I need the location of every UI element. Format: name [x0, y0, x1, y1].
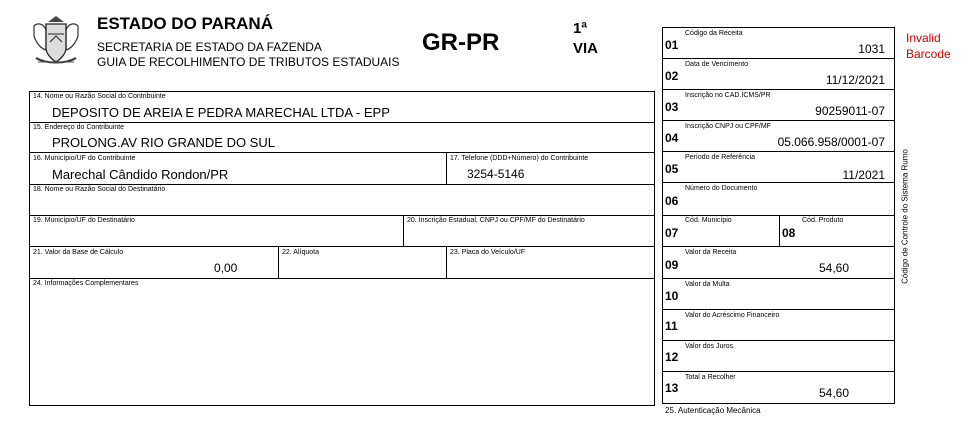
field-02-number: 02 [665, 69, 679, 83]
invalid-barcode-text-1: Invalid [906, 31, 941, 45]
field-17-value: 3254-5146 [467, 167, 525, 181]
field-08-number: 08 [782, 226, 796, 240]
control-code-label: Código de Controle do Sistema Rumo [900, 149, 910, 284]
field-01-number: 01 [665, 38, 679, 52]
field-02-value: 11/12/2021 [825, 73, 885, 87]
invalid-barcode-text-2: Barcode [906, 47, 951, 61]
form-code: GR-PR [422, 29, 500, 56]
field-04-value: 05.066.958/0001-07 [777, 135, 885, 149]
field-05-label: Período de Referência [685, 154, 756, 161]
field-13-number: 13 [665, 381, 679, 395]
field-23-label: 23. Placa do Veículo/UF [450, 249, 526, 256]
field-15-value: PROLONG.AV RIO GRANDE DO SUL [52, 135, 275, 150]
field-22-label: 22. Alíquota [282, 249, 319, 256]
field-09-value: 54,60 [818, 261, 849, 275]
guide-text: GUIA DE RECOLHIMENTO DE TRIBUTOS ESTADUAIS [97, 55, 400, 69]
field-13-value: 54,60 [818, 386, 849, 400]
field-18-label: 18. Nome ou Razão Social do Destinatário [33, 186, 166, 193]
coat-of-arms-icon [28, 12, 84, 70]
field-06-number: 06 [665, 194, 679, 208]
field-04-label: Inscrição CNPJ ou CPF/MF [685, 123, 771, 130]
secretaria-text: SECRETARIA DE ESTADO DA FAZENDA [97, 40, 322, 54]
field-03-label: Inscrição no CAD.ICMS/PR [685, 92, 771, 99]
field-09-label: Valor da Receita [685, 249, 737, 256]
field-21-value: 0,00 [214, 261, 238, 275]
field-10-label: Valor da Multa [685, 281, 730, 288]
field-19-label: 19. Município/UF do Destinatário [33, 217, 135, 224]
field-11-number: 11 [665, 319, 678, 333]
field-20-label: 20. Inscrição Estadual, CNPJ ou CPF/MF do Destinatário [407, 217, 585, 224]
field-03-value: 90259011-07 [815, 104, 885, 118]
field-01-label: Código da Receita [685, 30, 743, 37]
field-13-label: Total a Recolher [685, 374, 736, 381]
field-03-number: 03 [665, 100, 679, 114]
field-16-label: 16. Município/UF do Contribuinte [33, 155, 136, 162]
field-10-number: 10 [665, 289, 679, 303]
via-number: 1ª [573, 20, 587, 37]
field-01-value: 1031 [858, 42, 885, 56]
field-04-number: 04 [665, 131, 679, 145]
field-02-label: Data de Vencimento [685, 61, 749, 68]
field-25-label: 25. Autenticação Mecânica [665, 406, 761, 415]
field-07-number: 07 [665, 226, 679, 240]
field-05-number: 05 [665, 162, 679, 176]
field-08-label: Cód. Produto [802, 217, 844, 224]
field-05-value: 11/2021 [842, 168, 885, 182]
field-14-value: DEPOSITO DE AREIA E PEDRA MARECHAL LTDA - EPP [52, 105, 390, 120]
field-12-number: 12 [665, 350, 679, 364]
field-12-label: Valor dos Juros [685, 343, 734, 350]
field-09-number: 09 [665, 258, 679, 272]
field-07-label: Cód. Município [685, 217, 732, 224]
field-11-label: Valor do Acréscimo Financeiro [685, 312, 780, 319]
field-17-label: 17. Telefone (DDD+Número) do Contribuinte [450, 155, 589, 162]
field-16-value: Marechal Cândido Rondon/PR [52, 167, 229, 182]
state-title: ESTADO DO PARANÁ [97, 14, 273, 33]
field-15-label: 15. Endereço do Contribuinte [33, 124, 125, 131]
via-label: VIA [573, 40, 599, 57]
field-24-label: 24. Informações Complementares [33, 280, 139, 287]
field-21-label: 21. Valor da Base de Cálculo [33, 249, 124, 256]
field-06-label: Número do Documento [685, 185, 758, 192]
field-14-label: 14. Nome ou Razão Social do Contribuinte [33, 93, 166, 100]
